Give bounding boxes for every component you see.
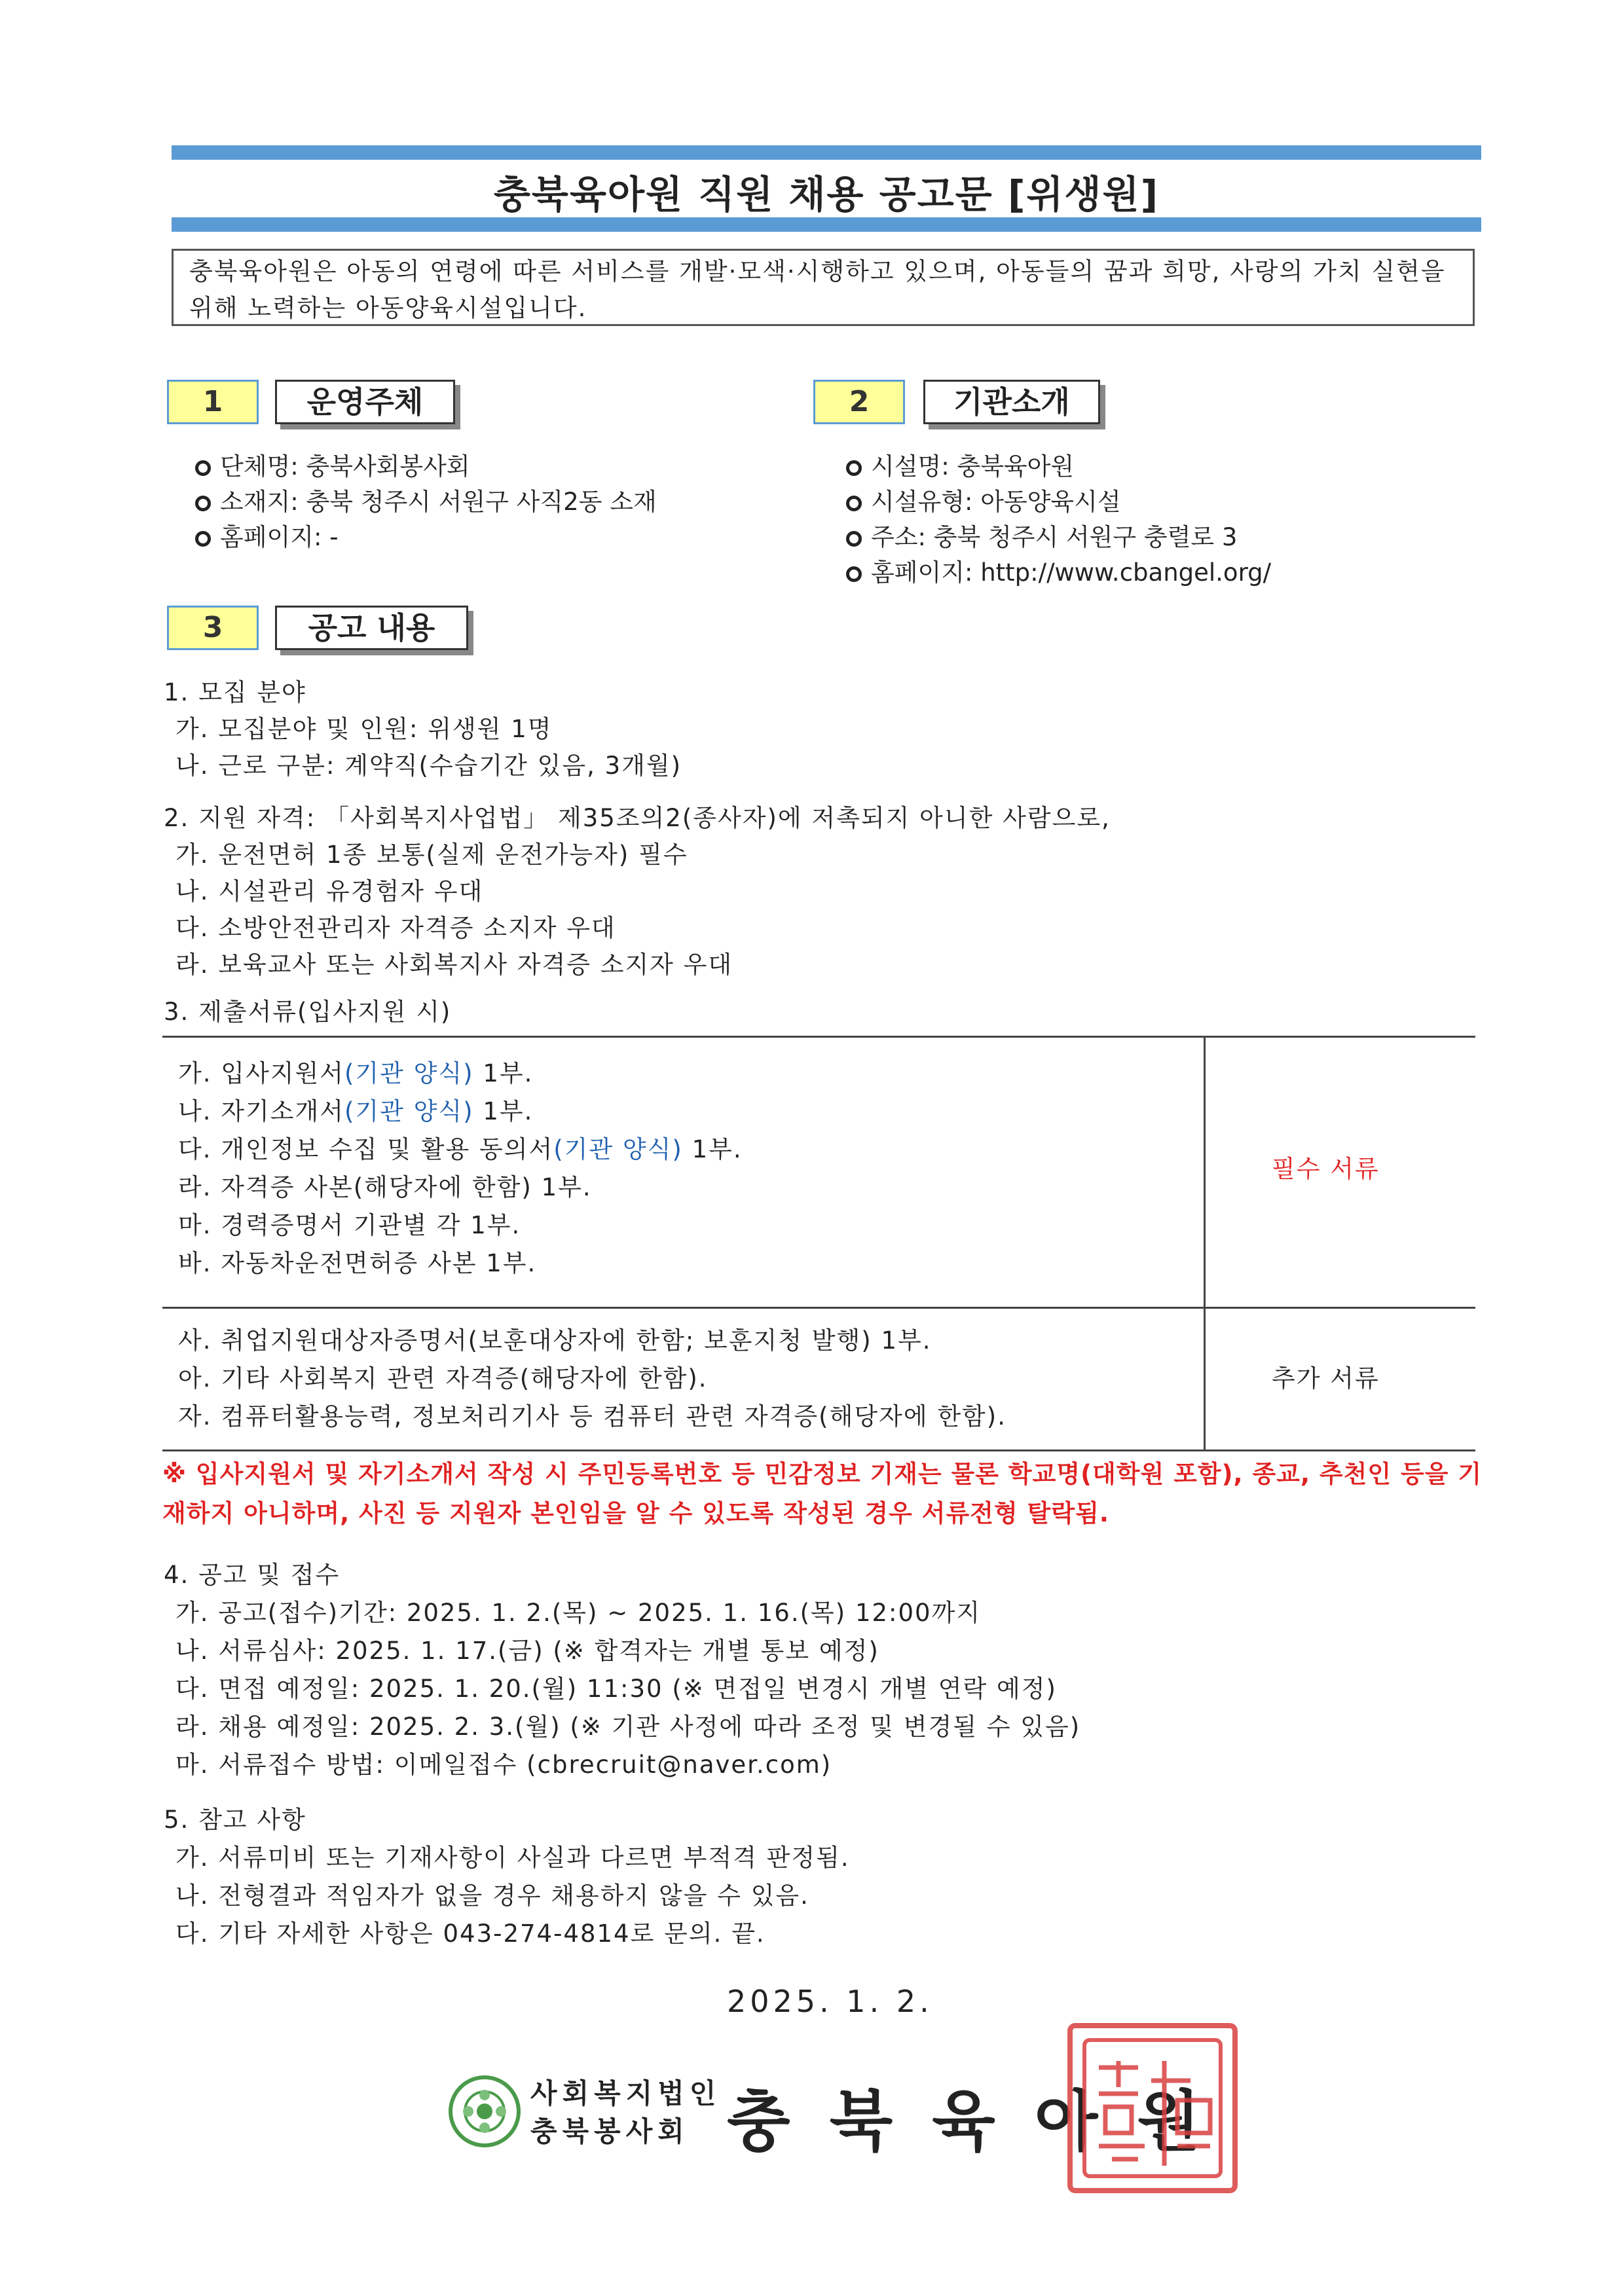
doc-row: 라. 자격증 사본(해당자에 한함) 1부. — [178, 1173, 592, 1201]
s2-item: 시설유형: 아동양육시설 — [846, 484, 1121, 520]
bullet-circle-icon — [195, 496, 211, 511]
bullet-circle-icon — [846, 531, 862, 547]
apply-item: 라. 채용 예정일: 2025. 2. 3.(월) (※ 기관 사정에 따라 조정 및 변경될 수 있음) — [175, 1713, 1081, 1741]
s1-item: 단체명: 충북사회봉사회 — [195, 448, 470, 485]
section-1-number: 1 — [167, 380, 259, 424]
apply-item: 다. 면접 예정일: 2025. 1. 20.(월) 11:30 (※ 면접일 변경시 개별 연락 예정) — [175, 1675, 1057, 1703]
section-3-number: 3 — [167, 606, 259, 650]
apply-item: 마. 서류접수 방법: 이메일접수 (cbrecruit@naver.com) — [175, 1751, 832, 1779]
s2-item: 주소: 충북 청주시 서원구 충렬로 3 — [846, 519, 1237, 556]
section-1-label: 운영주체 — [275, 380, 455, 424]
seal-icon — [1073, 2028, 1232, 2188]
s1-item: 홈페이지: - — [195, 519, 339, 556]
notes-heading: 5. 참고 사항 — [164, 1806, 306, 1834]
qual-heading: 2. 지원 자격: 「사회복지사업법」 제35조의2(종사자)에 저촉되지 아니한 사람으로, — [164, 804, 1111, 832]
doc-row: 가. 입사지원서(기관 양식) 1부. — [178, 1059, 534, 1087]
section-2-number: 2 — [813, 380, 905, 424]
emblem-icon — [449, 2075, 521, 2147]
table-mid-rule — [162, 1307, 1475, 1309]
issuer-line1: 사회복지법인 — [530, 2077, 722, 2109]
table-divider — [1204, 1036, 1206, 1308]
qual-item: 다. 소방안전관리자 자격증 소지자 우대 — [175, 914, 616, 942]
qual-item: 라. 보육교사 또는 사회복지사 자격증 소지자 우대 — [175, 951, 733, 979]
s2-item: 시설명: 충북육아원 — [846, 448, 1074, 485]
bullet-circle-icon — [846, 566, 862, 582]
bullet-circle-icon — [846, 496, 862, 511]
apply-item: 가. 공고(접수)기간: 2025. 1. 2.(목) ~ 2025. 1. 16.(목) 12:00까지 — [175, 1599, 982, 1627]
qual-item: 나. 시설관리 유경험자 우대 — [175, 877, 484, 905]
doc-row: 마. 경력증명서 기관별 각 1부. — [178, 1211, 521, 1239]
notes-item: 나. 전형결과 적임자가 없을 경우 채용하지 않을 수 있음. — [175, 1882, 809, 1910]
table-bottom-rule — [162, 1449, 1475, 1451]
doc-row-optional: 사. 취업지원대상자증명서(보훈대상자에 한함; 보훈지청 발행) 1부. — [178, 1326, 932, 1355]
table-top-rule — [162, 1036, 1475, 1038]
recruit-item: 나. 근로 구분: 계약직(수습기간 있음, 3개월) — [175, 752, 682, 780]
docs-heading: 3. 제출서류(입사지원 시) — [164, 998, 452, 1026]
bullet-circle-icon — [846, 460, 862, 476]
doc-row-optional: 아. 기타 사회복지 관련 자격증(해당자에 한함). — [178, 1364, 708, 1393]
optional-docs-label: 추가 서류 — [1272, 1364, 1380, 1393]
title-bottom-bar — [172, 217, 1481, 232]
title-top-bar — [172, 145, 1481, 160]
s1-item: 소재지: 충북 청주시 서원구 사직2동 소재 — [195, 484, 657, 520]
notes-item: 다. 기타 자세한 사항은 043-274-4814로 문의. 끝. — [175, 1920, 766, 1948]
doc-row: 다. 개인정보 수집 및 활용 동의서(기관 양식) 1부. — [178, 1135, 743, 1163]
apply-item: 나. 서류심사: 2025. 1. 17.(금) (※ 합격자는 개별 통보 예정) — [175, 1637, 879, 1665]
qual-item: 가. 운전면허 1종 보통(실제 운전가능자) 필수 — [175, 841, 688, 869]
recruit-item: 가. 모집분야 및 인원: 위생원 1명 — [175, 715, 553, 743]
issuer-name: 충북육아원 — [727, 2083, 1240, 2160]
issue-date: 2025. 1. 2. — [727, 1984, 933, 2019]
doc-row: 바. 자동차운전면허증 사본 1부. — [178, 1249, 537, 1277]
bullet-circle-icon — [195, 531, 211, 547]
official-seal-stamp — [1067, 2023, 1238, 2193]
issuer-line2: 충북봉사회 — [530, 2115, 690, 2147]
intro-box: 충북육아원은 아동의 연령에 따른 서비스를 개발·모색·시행하고 있으며, 아동들의 꿈과 희망, 사랑의 가치 실현을 위해 노력하는 아동양육시설입니다. — [172, 249, 1475, 326]
section-2-label: 기관소개 — [923, 380, 1100, 424]
warning-note: ※ 입사지원서 및 자기소개서 작성 시 주민등록번호 등 민감정보 기재는 물론 학교명(대학원 포함), 종교, 추천인 등을 기재하지 아니하며, 사진 등 지원자 본인임을 알 수 있도록 작성된 경우 서류전형 탈락됨. — [162, 1460, 1483, 1527]
page-title: 충북육아원 직원 채용 공고문 [위생원] — [493, 172, 1160, 217]
recruit-heading: 1. 모집 분야 — [164, 678, 306, 706]
doc-row: 나. 자기소개서(기관 양식) 1부. — [178, 1097, 534, 1125]
table-divider — [1204, 1307, 1206, 1451]
emblem-flower-icon — [452, 2079, 517, 2143]
doc-row-optional: 자. 컴퓨터활용능력, 정보처리기사 등 컴퓨터 관련 자격증(해당자에 한함). — [178, 1402, 1006, 1430]
section-3-label: 공고 내용 — [275, 606, 468, 650]
required-docs-label: 필수 서류 — [1272, 1155, 1380, 1183]
bullet-circle-icon — [195, 460, 211, 476]
apply-heading: 4. 공고 및 접수 — [164, 1561, 341, 1589]
notes-item: 가. 서류미비 또는 기재사항이 사실과 다르면 부적격 판정됨. — [175, 1844, 850, 1872]
s2-item: 홈페이지: http://www.cbangel.org/ — [846, 555, 1271, 591]
